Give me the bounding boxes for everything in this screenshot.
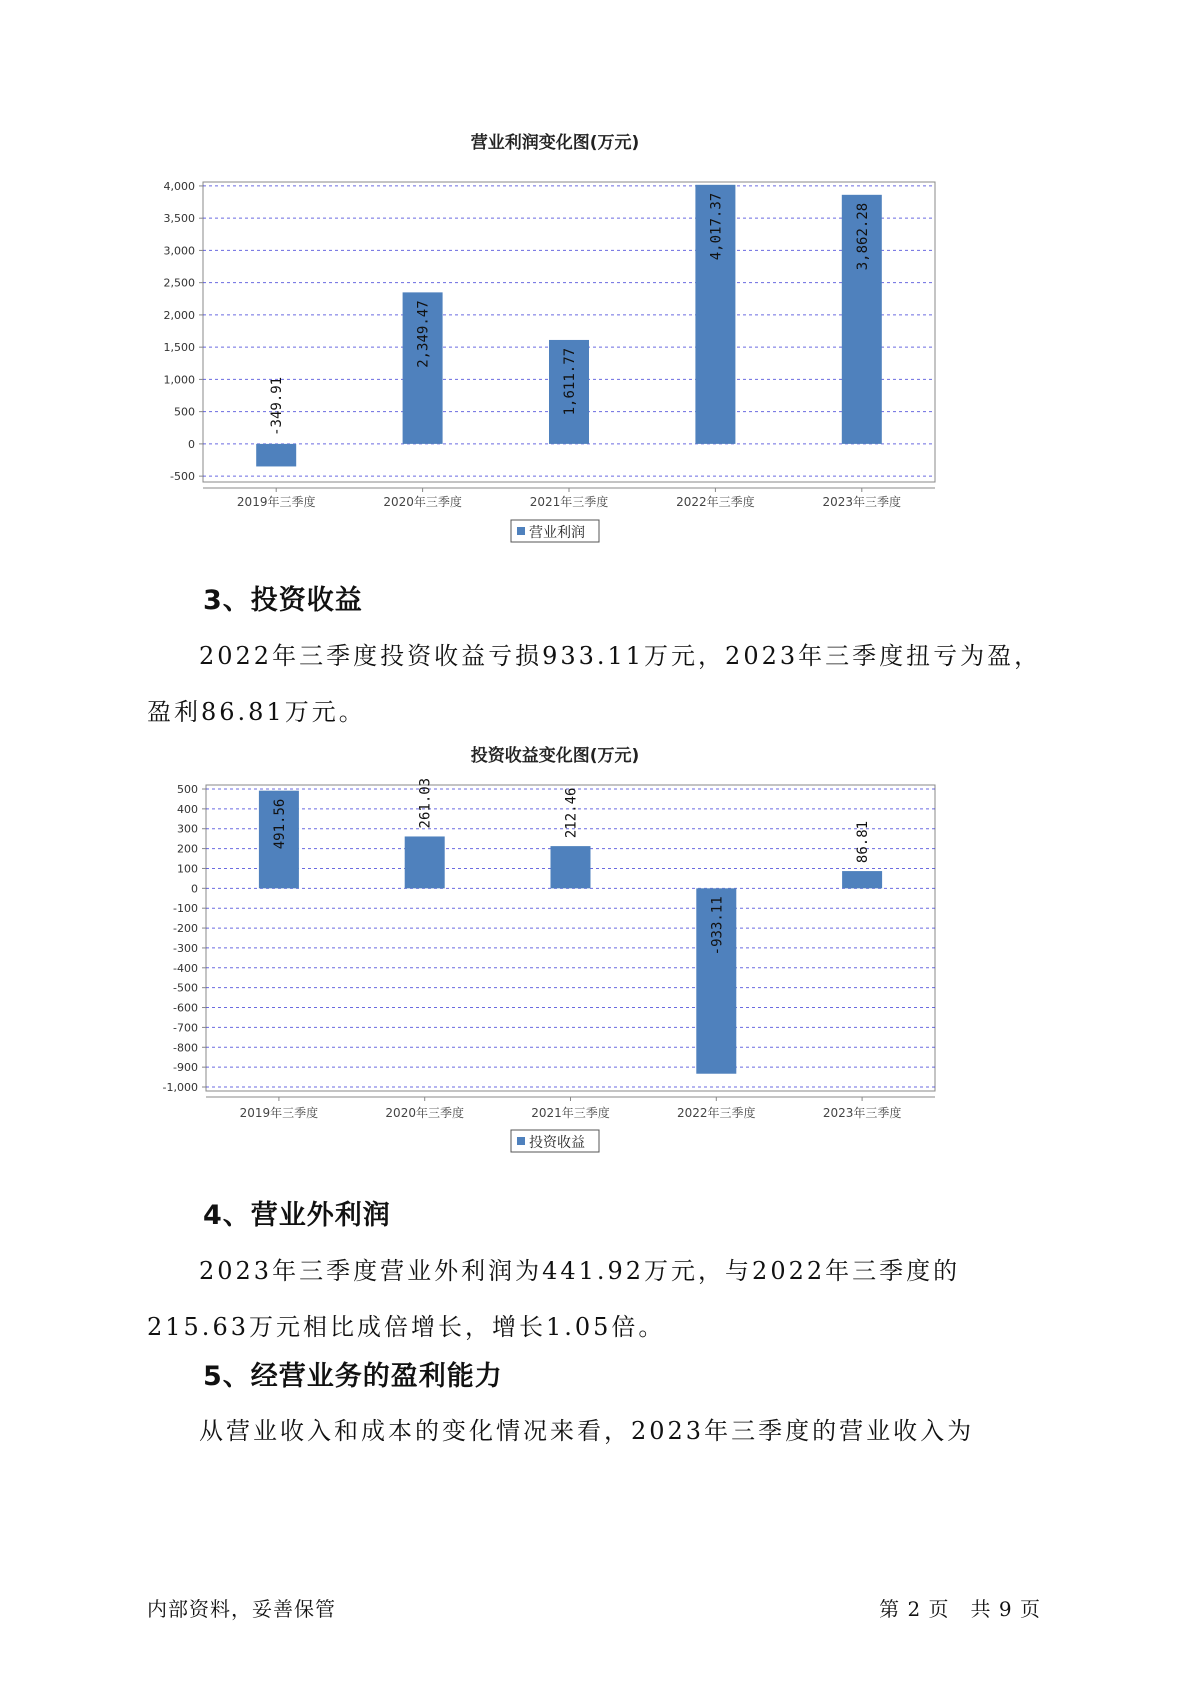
legend-label: 营业利润 xyxy=(529,525,585,541)
y-tick-label: 400 xyxy=(177,802,198,816)
page-prefix: 第 xyxy=(879,1597,901,1621)
y-tick-label: -200 xyxy=(173,922,198,936)
x-tick-label: 2019年三季度 xyxy=(239,1106,319,1120)
y-tick-label: 1,500 xyxy=(163,341,195,355)
footer-page-number xyxy=(879,1593,1041,1622)
y-tick-label: 0 xyxy=(188,437,195,451)
y-tick-label: 3,500 xyxy=(163,212,195,226)
y-tick-label: -500 xyxy=(173,981,198,995)
y-tick-label: -800 xyxy=(173,1041,198,1055)
y-tick-label: -500 xyxy=(170,470,195,484)
bar-data-label: 1,611.77 xyxy=(562,347,578,416)
x-tick-label: 2022年三季度 xyxy=(677,1106,756,1120)
legend-swatch xyxy=(517,1137,525,1145)
bar xyxy=(256,444,296,467)
y-tick-label: 1,000 xyxy=(163,373,195,387)
footer-confidential-note: 内部资料，妥善保管 xyxy=(147,1597,336,1621)
bar-data-label: 491.56 xyxy=(271,798,288,850)
bar-data-label: 4,017.37 xyxy=(708,192,725,261)
operating-profit-chart xyxy=(0,120,1191,560)
y-tick-label: -100 xyxy=(173,902,198,916)
investment-income-chart-svg xyxy=(0,735,1191,1165)
bar-data-label: 212.46 xyxy=(563,787,580,839)
y-tick-label: 200 xyxy=(177,842,198,856)
y-tick-label: -900 xyxy=(173,1061,198,1075)
y-tick-label: 3,000 xyxy=(163,244,195,258)
y-tick-label: 0 xyxy=(191,882,198,896)
y-tick-label: 100 xyxy=(177,862,198,876)
bar-data-label: 261.03 xyxy=(417,777,434,829)
page-current: 2 xyxy=(907,1597,922,1621)
legend-label: 投资收益 xyxy=(529,1135,585,1151)
chart-title: 营业利润变化图(万元) xyxy=(470,133,640,153)
y-tick-label: 500 xyxy=(174,405,195,419)
x-tick-label: 2020年三季度 xyxy=(385,1106,464,1120)
x-tick-label: 2023年三季度 xyxy=(822,1106,902,1120)
section-heading-profitability: 5、经营业务的盈利能力 xyxy=(203,1361,503,1392)
bar xyxy=(842,871,882,888)
section-heading-investment-income: 3、投资收益 xyxy=(203,585,363,616)
chart-title: 投资收益变化图(万元) xyxy=(470,746,640,766)
section-heading-non-operating-profit: 4、营业外利润 xyxy=(203,1200,391,1231)
bar-data-label: -933.11 xyxy=(709,896,726,956)
x-tick-label: 2022年三季度 xyxy=(676,495,755,509)
x-tick-label: 2019年三季度 xyxy=(236,495,316,509)
page-total: 9 xyxy=(998,1597,1013,1621)
bar-data-label: 3,862.28 xyxy=(854,202,871,271)
investment-income-chart xyxy=(0,735,1191,1165)
y-tick-label: -600 xyxy=(173,1001,198,1015)
paragraph-non-operating-profit: 2023年三季度营业外利润为441.92万元，与2022年三季度的215.63万元相比成倍增长，增长1.05倍。 xyxy=(147,1257,961,1341)
y-tick-label: -400 xyxy=(173,961,198,975)
page-mid: 页 共 xyxy=(928,1597,992,1621)
paragraph-profitability: 从营业收入和成本的变化情况来看，2023年三季度的营业收入为 xyxy=(199,1417,975,1445)
y-tick-label: 2,500 xyxy=(163,276,195,290)
y-tick-label: -1,000 xyxy=(162,1081,198,1095)
y-tick-label: -300 xyxy=(173,941,198,955)
paragraph-investment-income: 2022年三季度投资收益亏损933.11万元，2023年三季度扭亏为盈，盈利86.81万元。 xyxy=(147,642,1042,726)
x-tick-label: 2020年三季度 xyxy=(383,495,462,509)
legend-swatch xyxy=(517,527,525,535)
bar-data-label: -349.91 xyxy=(269,376,286,436)
y-tick-label: -700 xyxy=(173,1021,198,1035)
page-suffix: 页 xyxy=(1020,1597,1041,1621)
x-tick-label: 2021年三季度 xyxy=(529,495,609,509)
bar-data-label: 86.81 xyxy=(855,820,872,864)
x-tick-label: 2021年三季度 xyxy=(531,1106,610,1120)
y-tick-label: 4,000 xyxy=(163,179,195,193)
bar xyxy=(405,836,445,888)
y-tick-label: 300 xyxy=(177,822,198,836)
x-tick-label: 2023年三季度 xyxy=(822,495,902,509)
bar-data-label: 2,349.47 xyxy=(415,300,432,368)
y-tick-label: 500 xyxy=(177,782,198,796)
y-tick-label: 2,000 xyxy=(163,308,195,322)
bar xyxy=(551,846,591,888)
operating-profit-chart-svg xyxy=(0,120,1191,560)
